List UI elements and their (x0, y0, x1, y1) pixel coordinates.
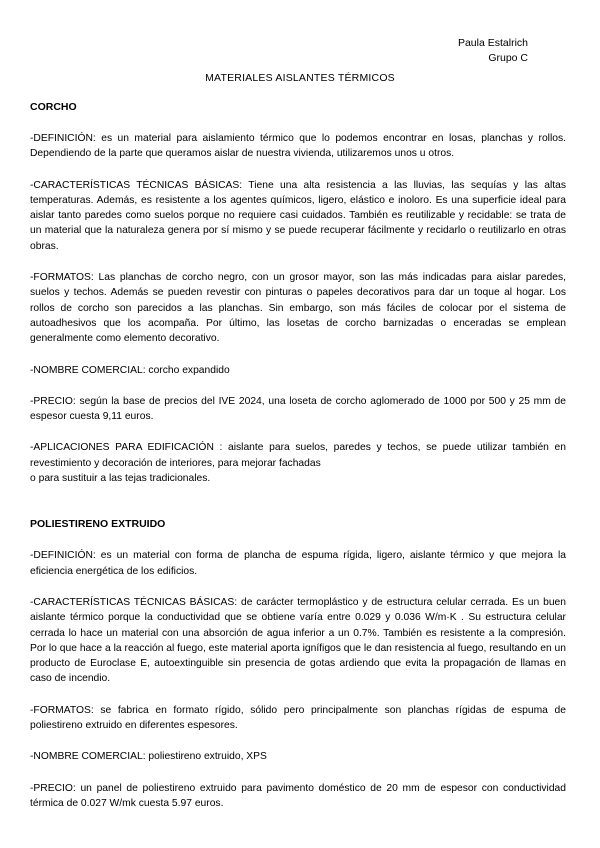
document-title: MATERIALES AISLANTES TÉRMICOS (205, 72, 395, 84)
section-title-poliestireno: POLIESTIRENO EXTRUIDO (30, 518, 166, 531)
document-body (30, 100, 566, 811)
corcho-nombre-comercial: -NOMBRE COMERCIAL: corcho expandido (30, 364, 230, 376)
corcho-definicion: -DEFINICIÓN: es un material para aislamiento térmico que lo podemos encontrar en losas, planchas y rollos. Dependiendo de la parte que queramos aislar de nuestra vivienda, utilizaremos unos u otros. (30, 133, 566, 160)
corcho-precio: -PRECIO: según la base de precios del IVE 2024, una loseta de corcho aglomerado de 1000 por 500 y 25 mm de espesor cuesta 9,11 euros. (30, 395, 566, 423)
corcho-caracteristicas: -CARACTERÍSTICAS TÉCNICAS BÁSICAS: Tiene una alta resistencia a las lluvias, las sequías y las altas temperaturas. Además, es resistente a los agentes químicos, ligero, elástico e inoloro. Es una superficie ideal para aislar tanto paredes como suelos porque no requiere casi cuidados. También es reutilizable y recidable: se trata de un material que la naturaleza genera por sí mismo y se puede recuperar fácilmente y recidarlo o reutilizarlo en otras obras. (30, 179, 566, 252)
xps-definicion: -DEFINICIÓN: es un material con forma de plancha de espuma rígida, ligero, aislante térmico y que mejora la eficiencia energética de los edificios. (30, 550, 566, 577)
xps-precio: -PRECIO: un panel de poliestireno extruido para pavimento doméstico de 20 mm de espesor con conductividad térmica de 0.027 W/mk cuesta 5.97 euros. (30, 782, 566, 809)
xps-formatos: -FORMATOS: se fabrica en formato rígido, sólido pero principalmente son planchas rígidas de espuma de poliestireno extruido en diferentes espesores. (30, 704, 566, 732)
section-title-corcho: CORCHO (30, 101, 77, 113)
author-name: Paula Estalrich (457, 37, 528, 49)
corcho-aplicaciones: -APLICACIONES PARA EDIFICACIÓN : aislante para suelos, paredes y techos, se puede utilizar también en revestimiento y decoración de interiores, para mejorar fachadas (30, 442, 566, 469)
author-group: Grupo C (488, 52, 528, 64)
corcho-aplicaciones-cont: o para sustituir a las tejas tradicionales. (30, 473, 211, 485)
author-header (458, 36, 528, 66)
corcho-formatos: -FORMATOS: Las planchas de corcho negro, con un grosor mayor, son las más indicadas para aislar paredes, suelos y techos. Además se pueden revestir con pinturas o papeles decorativos para dar un toque al hogar. Los rollos de corcho son parecidos a las planchas. Sin embargo, son más fáciles de colocar por el sistema de autoadhesivos que los acompaña. Por último, las losetas de corcho barnizadas o enceradas se emplean generalmente como elemento decorativo. (30, 272, 566, 345)
xps-caracteristicas: -CARACTERÍSTICAS TÉCNICAS BÁSICAS: de carácter termoplástico y de estructura celular cerrada. Es un buen aislante térmico porque la conductividad que se obtiene varía entre 0.029 y 0.036 W/m·K . Su estructura celular cerrada lo hace un material con una absorción de agua inferior a un 0.7%. También es resistente a la compresión. Por lo que hace a la reacción al fuego, este material aporta ignífigos que le dan resistencia al fuego, resultando en un producto de Euroclase E, autoextinguible sin presencia de gotas ardiendo que evita la propagación de llamas en caso de incendio. (30, 596, 566, 685)
xps-nombre-comercial: -NOMBRE COMERCIAL: poliestireno extruido, XPS (30, 751, 267, 763)
